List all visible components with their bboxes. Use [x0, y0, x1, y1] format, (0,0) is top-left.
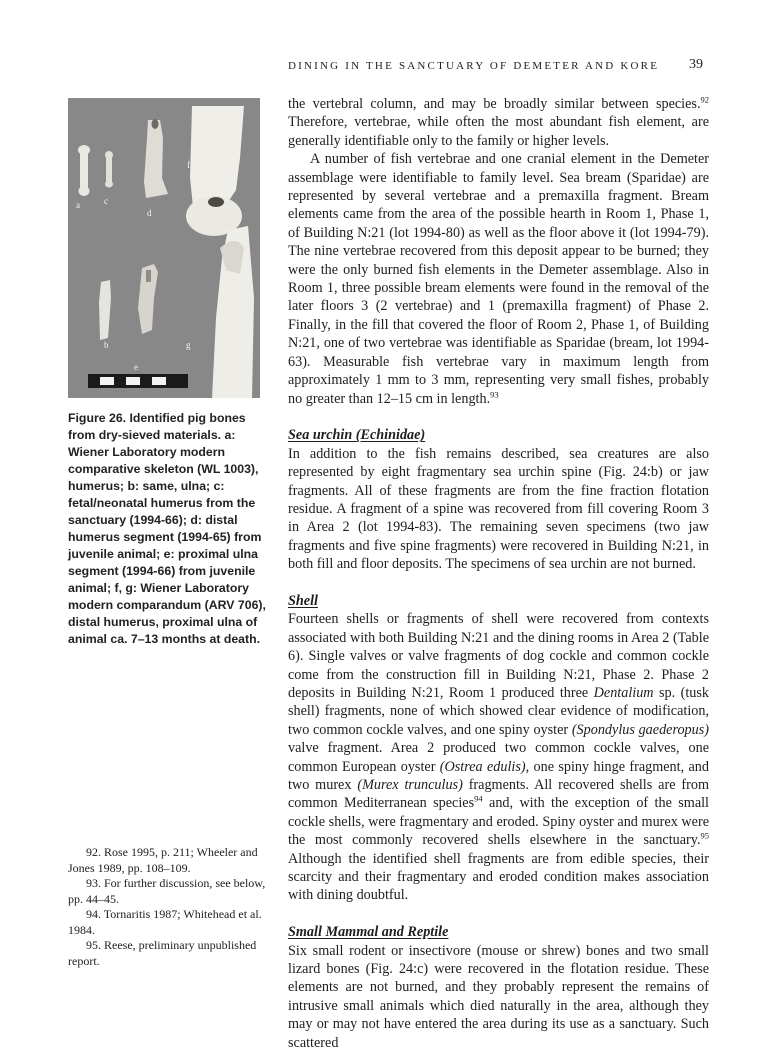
footnote-ref-94: 94: [474, 793, 483, 804]
heading-small-mammal: Small Mammal and Reptile: [288, 924, 449, 941]
heading-shell: Shell: [288, 592, 318, 609]
footnote-94: 94. Tornaritis 1987; Whitehead et al. 1984.: [68, 907, 262, 937]
footnote-92: 92. Rose 1995, p. 211; Wheeler and Jones 1989, pp. 108–109.: [68, 845, 258, 875]
fig-label-e: e: [134, 362, 138, 372]
footnote-ref-92: 92: [700, 94, 709, 105]
fig-label-b: b: [104, 340, 109, 350]
page-number: 39: [689, 57, 703, 72]
footnotes: [68, 845, 268, 969]
fig-label-c: c: [104, 196, 108, 206]
footnote-95: 95. Reese, preliminary unpublished report.: [68, 938, 257, 968]
fig-label-g: g: [186, 340, 191, 350]
scale-bar: [88, 374, 188, 388]
bone-c: [105, 151, 113, 188]
figure-caption: Figure 26. Identified pig bones from dry-sieved materials. a: Wiener Laboratory modern comparative skeleton (WL 1003), humerus; b: same, ulna; c: fetal/neonatal humerus from the sanctuary (1994-66); d: distal humerus segment (1994-65) from juvenile animal; e: proximal ulna segment (1994-66) from juvenile animal; f, g: Wiener Laboratory modern comparandum (ARV 706), distal humerus, proximal ulna of animal ca. 7–13 months at death.: [68, 411, 266, 646]
fig-label-a: a: [76, 200, 80, 210]
footnote-ref-95: 95: [700, 830, 709, 841]
figure-26-photo: [68, 98, 260, 398]
paragraph-sea-urchin: In addition to the fish remains described, sea creatures are also represented by eight fragmentary sea urchin spine (Fig. 24:b) or jaw fragments. All of these fragments are from the fine fraction flotation residue. A fragment of a spine was recovered from fill covering Room 3 in Area 2 (lot 1994-83). The remaining seven specimens (two jaw fragments and five spine fragments) were recovered in Building N:21, in both fill and floor deposits. The specimens of sea urchin are not burned.: [288, 445, 709, 573]
fig-label-f: f: [187, 160, 190, 170]
main-text-column: [288, 95, 709, 1052]
fig-label-d: d: [147, 208, 152, 218]
paragraph-fish-vertebrae: the vertebral column, and may be broadly similar between species.$^{92}$ Therefore, vertebrae, while often the most abundant fish element, are generally identifiable only to the family or higher levels.: [288, 94, 709, 149]
paragraph-small-mammal: Six small rodent or insectivore (mouse or shrew) bones and two small lizard bones (Fig. 24:c) were recovered in the flotation residue. These elements are not burned, and they probably represent the remains of intrusive small animals which died naturally in the area, although they may or may not have entered the area during its use as a sanctuary. Such scattered: [288, 942, 709, 1051]
running-head: DINING IN THE SANCTUARY OF DEMETER AND KORE: [288, 60, 660, 72]
heading-sea-urchin: Sea urchin (Echinidae): [288, 427, 426, 444]
paragraph-sea-bream: A number of fish vertebrae and one cranial element in the Demeter assemblage were identifiable to family level. Sea bream (Sparidae) are represented by several vertebrae and a premaxilla fragment. Bream elements came from the area of the possible hearth in Room 1, Phase 1, of Building N:21 (lot 1994-80) as well as the floor above it (lot 1994-79). The nine vertebrae recovered from this deposit appear to be burned; they were the only burned fish elements in the Demeter assemblage. Also in Room 1, three possible bream elements were found in the removal of the later floors 3 (2 vertebrae) and 1 (premaxilla fragment) of Phase 2. Finally, in the fill that covered the floor of Room 2, Phase 1, of Building N:21, one of two vertebrae was identifiable as Sparidae (bream, lot 1994-63). Measurable fish vertebrae vary in maximum length from approximately 1 mm to 3 mm, representing very small fishes, probably no greater than 12–15 cm in length.$^{93}$: [288, 151, 709, 407]
bone-f: [186, 106, 244, 236]
footnote-ref-93: 93: [490, 388, 499, 399]
footnote-93: 93. For further discussion, see below, pp. 44–45.: [68, 876, 266, 906]
paragraph-shell: Fourteen shells or fragments of shell were recovered from contexts associated with both Building N:21 and the dining rooms in Area 2 (Table 6). Single valves or valve fragments of dog cockle and common cockle come from the construction fill in Building N:21, Phase 2. Phase 2 deposits in Building N:21, Room 1 produced three Dentalium sp. (tusk shell) fragments, none of which showed clear evidence of modification, two common cockle valves, and one spiny oyster (Spondylus gaederopus) valve fragment. Area 2 produced two common cockle valves, one common European oyster (Ostrea edulis), one spiny hinge fragment, and two murex (Murex trunculus) fragments. All recovered shells are from common Mediterranean species$^{94}$ and, with the exception of the small cockle shells, were fragmentary and eroded. Spiny oyster and murex were the most commonly recovered shells elsewhere in the sanctuary.$^{95}$ Although the identified shell fragments are from edible species, their scarcity and their fragmentary and eroded condition makes association with dining doubtful.: [288, 611, 709, 904]
